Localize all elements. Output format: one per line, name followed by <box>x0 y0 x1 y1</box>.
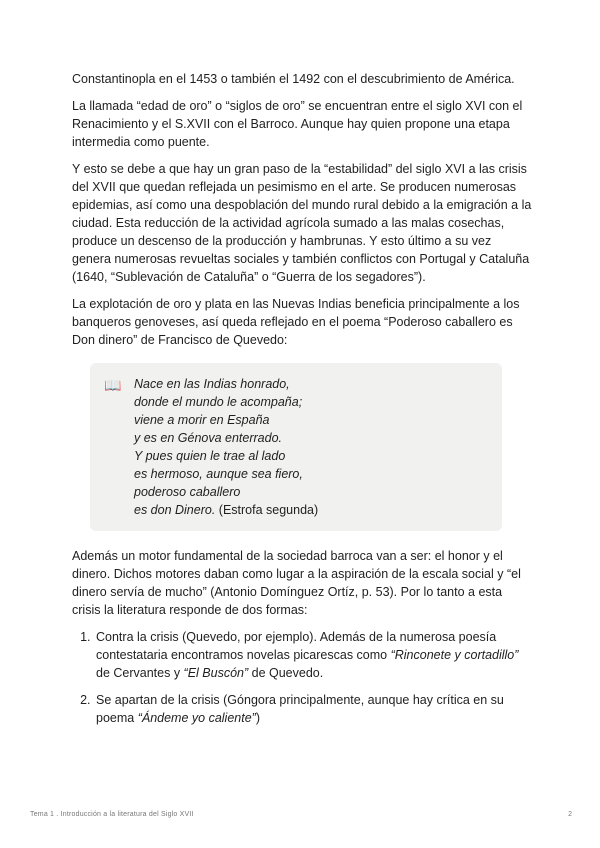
page-number: 2 <box>568 811 572 818</box>
work-title: “Rinconete y cortadillo” <box>390 648 519 662</box>
list-item <box>94 628 532 682</box>
paragraph-edad-de-oro: La llamada “edad de oro” o “siglos de oro” se encuentran entre el siglo XVI con el Renacimiento y el S.XVII con el Barroco. Aunque hay quien propone una etapa intermedia como puente. <box>72 99 523 149</box>
poem-strophe-note: (Estrofa segunda) <box>215 503 319 517</box>
poem-verse: poderoso caballero <box>134 485 241 499</box>
work-title: “Ándeme yo caliente” <box>137 711 256 725</box>
poem-callout <box>90 363 502 531</box>
open-book-icon: 📖 <box>104 377 122 393</box>
list-item-text: ) <box>255 711 260 725</box>
poem-verse: Y pues quien le trae al lado <box>134 449 286 463</box>
poem-verse: es hermoso, aunque sea fiero, <box>134 467 303 481</box>
paragraph-intro: Constantinopla en el 1453 o también el 1492 con el descubrimiento de América. <box>72 72 515 86</box>
list-item <box>94 691 532 727</box>
poem-verse: y es en Génova enterrado. <box>134 431 283 445</box>
list-item-text: Se apartan de la crisis (Góngora principalmente, aunque hay crítica en su poema <box>96 693 504 725</box>
poem-verse: Nace en las Indias honrado, <box>134 377 290 391</box>
footer-title: Tema 1 . Introducción a la literatura del Siglo XVII <box>30 811 194 818</box>
poem-verse: donde el mundo le acompaña; <box>134 395 303 409</box>
paragraph-explotacion: La explotación de oro y plata en las Nuevas Indias beneficia principalmente a los banqueros genoveses, así queda reflejado en el poema “Poderoso caballero es Don dinero” de Francisco de Quevedo: <box>72 297 520 347</box>
work-title: “El Buscón” <box>183 666 249 680</box>
poem-last-verse: es don Dinero. <box>134 503 216 517</box>
poem-verses <box>134 375 488 519</box>
list-item-text: de Quevedo. <box>248 666 324 680</box>
paragraph-crisis: Y esto se debe a que hay un gran paso de la “estabilidad” del siglo XVI a las crisis del XVII que quedan reflejada un pesimismo en el arte. Se producen numerosas epidemias, así como una despoblación del mundo rural debido a la emigración a la ciudad. Esta reducción de la actividad agrícola sumado a las malas cosechas, produce un descenso de la producción y hambrunas. Y esto último a su vez genera numerosas revueltas sociales y también conflictos con Portugal y Cataluña (1640, “Sublevación de Cataluña” o “Guerra de los segadores”). <box>72 162 532 284</box>
list-item-text: Contra la crisis (Quevedo, por ejemplo). Además de la numerosa poesía contestataria encontramos novelas picarescas como <box>96 630 497 662</box>
poem-verse: viene a morir en España <box>134 413 270 427</box>
document-page <box>72 70 532 736</box>
poem-last-verse-line <box>134 501 488 519</box>
list-item-text: de Cervantes y <box>96 666 184 680</box>
response-list <box>72 628 532 727</box>
paragraph-motor: Además un motor fundamental de la sociedad barroca van a ser: el honor y el dinero. Dichos motores daban como lugar a la aspiración de la escala social y “el dinero servía de mucho” (Antonio Domínguez Ortíz, p. 53). Por lo tanto a esta crisis la literatura responde de dos formas: <box>72 549 521 617</box>
